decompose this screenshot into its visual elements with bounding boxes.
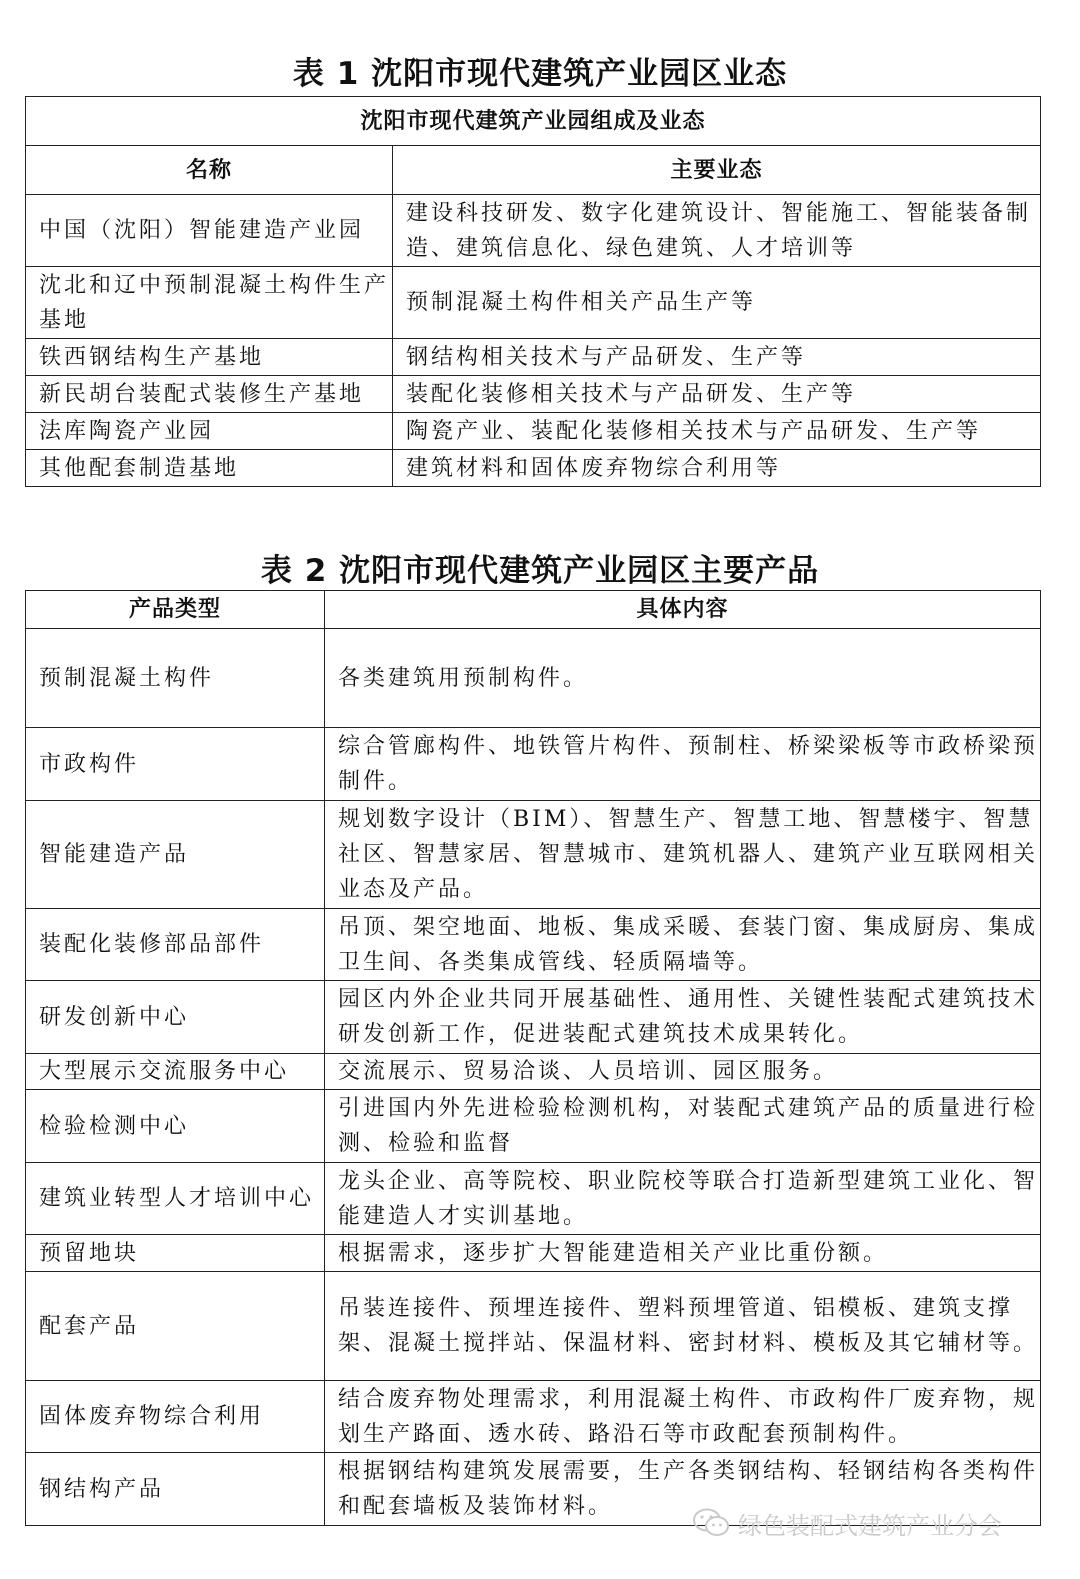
- table2-cell-type: 配套产品: [26, 1272, 325, 1381]
- table2-cell-type: 预制混凝土构件: [26, 629, 325, 728]
- table2-header-type: 产品类型: [26, 591, 325, 629]
- table1-cell-name: 中国（沈阳）智能建造产业园: [26, 195, 393, 267]
- table1-header-name: 名称: [26, 146, 393, 195]
- table-row: [26, 195, 1041, 267]
- table-row: [26, 1163, 1041, 1235]
- table2-cell-type: 装配化装修部品部件: [26, 909, 325, 981]
- table2-cell-content: 结合废弃物处理需求，利用混凝土构件、市政构件厂废弃物，规划生产路面、透水砖、路沿石等市政配套预制构件。: [325, 1381, 1041, 1453]
- table1-cell-name: 铁西钢结构生产基地: [26, 339, 393, 376]
- table-row: [26, 376, 1041, 413]
- table2-cell-content: 各类建筑用预制构件。: [325, 629, 1041, 728]
- table-row: [26, 1054, 1041, 1090]
- table-row: [26, 450, 1041, 487]
- table-row: [26, 629, 1041, 728]
- table2-cell-content: 吊装连接件、预埋连接件、塑料预埋管道、铝模板、建筑支撑架、混凝土搅拌站、保温材料、密封材料、模板及其它辅材等。: [325, 1272, 1041, 1381]
- watermark: [692, 1506, 1052, 1540]
- table2-cell-type: 预留地块: [26, 1235, 325, 1272]
- table2-cell-type: 建筑业转型人才培训中心: [26, 1163, 325, 1235]
- table1-title: 表 1 沈阳市现代建筑产业园区业态: [292, 56, 788, 92]
- table-row: [26, 1272, 1041, 1381]
- table2-cell-content: 引进国内外先进检验检测机构，对装配式建筑产品的质量进行检测、检验和监督: [325, 1090, 1041, 1163]
- table2-cell-content: 龙头企业、高等院校、职业院校等联合打造新型建筑工业化、智能建造人才实训基地。: [325, 1163, 1041, 1235]
- table2-cell-type: 市政构件: [26, 728, 325, 801]
- table1-cell-business: 建筑材料和固体废弃物综合利用等: [393, 450, 1041, 487]
- table1-caption: 沈阳市现代建筑产业园组成及业态: [26, 97, 1041, 146]
- table-row: [26, 1381, 1041, 1453]
- table2-cell-content: 根据需求，逐步扩大智能建造相关产业比重份额。: [325, 1235, 1041, 1272]
- table2-cell-content: 园区内外企业共同开展基础性、通用性、关键性装配式建筑技术研发创新工作，促进装配式建筑技术成果转化。: [325, 981, 1041, 1054]
- table-row: [26, 267, 1041, 339]
- table2-cell-content: 规划数字设计（BIM）、智慧生产、智慧工地、智慧楼宇、智慧社区、智慧家居、智慧城市、建筑机器人、建筑产业互联网相关业态及产品。: [325, 801, 1041, 909]
- table1-cell-name: 新民胡台装配式装修生产基地: [26, 376, 393, 413]
- table1-cell-business: 装配化装修相关技术与产品研发、生产等: [393, 376, 1041, 413]
- table-row: [26, 909, 1041, 981]
- table2-cell-type: 智能建造产品: [26, 801, 325, 909]
- table2-cell-type: 研发创新中心: [26, 981, 325, 1054]
- table2-cell-content: 吊顶、架空地面、地板、集成采暖、套装门窗、集成厨房、集成卫生间、各类集成管线、轻质隔墙等。: [325, 909, 1041, 981]
- table1-cell-business: 建设科技研发、数字化建筑设计、智能施工、智能装备制造、建筑信息化、绿色建筑、人才培训等: [393, 195, 1041, 267]
- table1-cell-business: 预制混凝土构件相关产品生产等: [393, 267, 1041, 339]
- table2-header-content: 具体内容: [325, 591, 1041, 629]
- table2-cell-type: 钢结构产品: [26, 1453, 325, 1526]
- wechat-icon: [692, 1507, 730, 1539]
- table2-cell-type: 检验检测中心: [26, 1090, 325, 1163]
- table2-title: 表 2 沈阳市现代建筑产业园区主要产品: [260, 553, 820, 589]
- table1-cell-name: 沈北和辽中预制混凝土构件生产基地: [26, 267, 393, 339]
- table2-cell-content: 综合管廊构件、地铁管片构件、预制柱、桥梁梁板等市政桥梁预制件。: [325, 728, 1041, 801]
- table1-cell-business: 钢结构相关技术与产品研发、生产等: [393, 339, 1041, 376]
- table1-caption-row: [26, 97, 1041, 146]
- table2-cell-type: 固体废弃物综合利用: [26, 1381, 325, 1453]
- table2-cell-type: 大型展示交流服务中心: [26, 1054, 325, 1090]
- table1-cell-name: 其他配套制造基地: [26, 450, 393, 487]
- table1: [25, 96, 1041, 487]
- table-row: [26, 1090, 1041, 1163]
- table1-cell-name: 法库陶瓷产业园: [26, 413, 393, 450]
- table-row: [26, 1235, 1041, 1272]
- table2-cell-content: 根据钢结构建筑发展需要，生产各类钢结构、轻钢结构各类构件和配套墙板及装饰材料。: [325, 1453, 1041, 1526]
- table-row: [26, 801, 1041, 909]
- table1-header-business: 主要业态: [393, 146, 1041, 195]
- table2-header-row: [26, 591, 1041, 629]
- table-row: [26, 413, 1041, 450]
- table-row: [26, 981, 1041, 1054]
- table-row: [26, 339, 1041, 376]
- table-row: [26, 728, 1041, 801]
- table1-header-row: [26, 146, 1041, 195]
- table2-cell-content: 交流展示、贸易洽谈、人员培训、园区服务。: [325, 1054, 1041, 1090]
- watermark-text: 绿色装配式建筑产业分会: [738, 1511, 1002, 1540]
- table1-cell-business: 陶瓷产业、装配化装修相关技术与产品研发、生产等: [393, 413, 1041, 450]
- table2: [25, 590, 1041, 1526]
